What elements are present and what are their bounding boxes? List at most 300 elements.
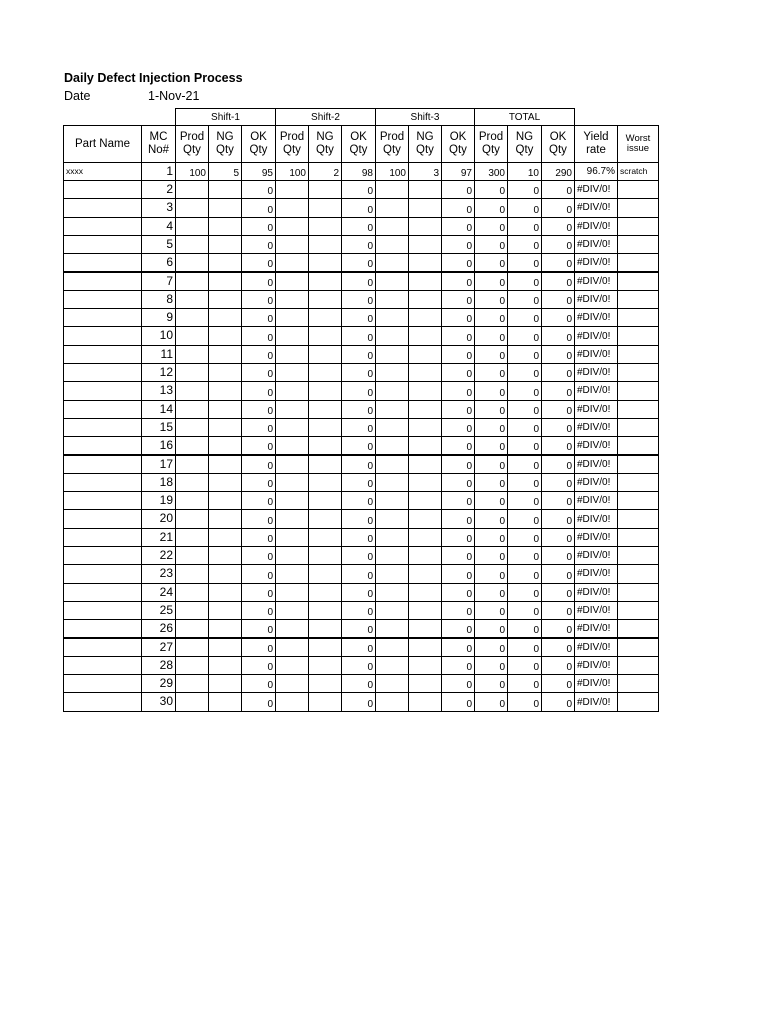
shift-3-ok-qty-cell[interactable]: 0 — [441, 455, 475, 474]
mc-no-cell[interactable]: 12 — [141, 363, 176, 382]
total-prod-qty-cell[interactable]: 0 — [474, 564, 508, 583]
mc-no-cell[interactable]: 25 — [141, 601, 176, 620]
shift-2-ng-qty-cell[interactable] — [308, 235, 342, 254]
shift-3-ng-qty-cell[interactable] — [408, 198, 442, 217]
mc-no-cell[interactable]: 23 — [141, 564, 176, 583]
shift-3-ok-qty-cell[interactable]: 97 — [441, 162, 475, 181]
shift-2-prod-qty-cell[interactable] — [275, 455, 309, 474]
mc-no-cell[interactable]: 6 — [141, 253, 176, 272]
shift-2-prod-qty-cell[interactable] — [275, 564, 309, 583]
shift-2-ng-qty-cell[interactable] — [308, 692, 342, 711]
shift-1-ok-qty-cell[interactable]: 0 — [241, 509, 276, 528]
shift-3-ng-qty-cell[interactable] — [408, 546, 442, 565]
shift-2-prod-qty-cell[interactable] — [275, 180, 309, 199]
shift-2-prod-qty-cell[interactable] — [275, 198, 309, 217]
total-ok-qty-cell[interactable]: 0 — [541, 455, 575, 474]
total-ng-qty-cell[interactable]: 0 — [507, 308, 542, 327]
shift-3-prod-qty-cell[interactable] — [375, 491, 409, 510]
shift-2-prod-qty-cell[interactable] — [275, 473, 309, 492]
shift-3-prod-qty-cell[interactable] — [375, 601, 409, 620]
shift-1-ng-qty-cell[interactable] — [208, 381, 242, 400]
shift-2-ok-qty-cell[interactable]: 0 — [341, 656, 376, 675]
yield-rate-cell[interactable]: #DIV/0! — [574, 656, 618, 675]
shift-3-ng-qty-cell[interactable] — [408, 418, 442, 437]
worst-issue-cell[interactable] — [617, 326, 659, 345]
shift-1-prod-qty-cell[interactable] — [175, 546, 209, 565]
shift-2-prod-qty-cell[interactable] — [275, 400, 309, 419]
shift-1-ng-qty-cell[interactable] — [208, 235, 242, 254]
shift-1-prod-qty-cell[interactable] — [175, 180, 209, 199]
shift-3-ng-qty-cell[interactable] — [408, 473, 442, 492]
part-name-cell[interactable] — [63, 638, 142, 657]
yield-rate-cell[interactable]: #DIV/0! — [574, 564, 618, 583]
yield-rate-cell[interactable]: #DIV/0! — [574, 583, 618, 602]
shift-2-ng-qty-cell[interactable] — [308, 308, 342, 327]
shift-1-ok-qty-cell[interactable]: 0 — [241, 253, 276, 272]
yield-rate-cell[interactable]: #DIV/0! — [574, 601, 618, 620]
shift-3-ok-qty-cell[interactable]: 0 — [441, 363, 475, 382]
worst-issue-cell[interactable] — [617, 583, 659, 602]
total-ng-qty-cell[interactable]: 0 — [507, 638, 542, 657]
shift-1-prod-qty-cell[interactable] — [175, 509, 209, 528]
shift-1-ok-qty-cell[interactable]: 0 — [241, 290, 276, 309]
shift-2-prod-qty-cell[interactable] — [275, 638, 309, 657]
shift-1-prod-qty-cell[interactable] — [175, 601, 209, 620]
shift-1-ng-qty-cell[interactable] — [208, 308, 242, 327]
shift-2-prod-qty-cell[interactable] — [275, 491, 309, 510]
total-ok-qty-cell[interactable]: 0 — [541, 619, 575, 638]
shift-3-prod-qty-cell[interactable] — [375, 674, 409, 693]
total-prod-qty-cell[interactable]: 0 — [474, 491, 508, 510]
mc-no-cell[interactable]: 3 — [141, 198, 176, 217]
shift-3-ng-qty-cell[interactable] — [408, 272, 442, 291]
shift-3-ok-qty-cell[interactable]: 0 — [441, 692, 475, 711]
shift-2-ng-qty-cell[interactable] — [308, 546, 342, 565]
shift-2-ok-qty-cell[interactable]: 0 — [341, 345, 376, 364]
shift-2-ng-qty-cell[interactable] — [308, 290, 342, 309]
shift-1-ok-qty-cell[interactable]: 0 — [241, 326, 276, 345]
shift-2-ng-qty-cell[interactable] — [308, 564, 342, 583]
shift-1-ok-qty-cell[interactable]: 0 — [241, 198, 276, 217]
shift-3-ok-qty-cell[interactable]: 0 — [441, 308, 475, 327]
total-ok-qty-cell[interactable]: 290 — [541, 162, 575, 181]
total-ng-qty-cell[interactable]: 0 — [507, 674, 542, 693]
shift-2-ng-qty-cell[interactable] — [308, 491, 342, 510]
mc-no-cell[interactable]: 24 — [141, 583, 176, 602]
yield-rate-cell[interactable]: #DIV/0! — [574, 674, 618, 693]
total-ng-qty-cell[interactable]: 0 — [507, 473, 542, 492]
shift-2-ng-qty-cell[interactable] — [308, 400, 342, 419]
shift-1-ok-qty-cell[interactable]: 0 — [241, 638, 276, 657]
worst-issue-cell[interactable] — [617, 455, 659, 474]
shift-3-ok-qty-cell[interactable]: 0 — [441, 436, 475, 455]
shift-1-prod-qty-cell[interactable] — [175, 619, 209, 638]
worst-issue-cell[interactable] — [617, 674, 659, 693]
worst-issue-cell[interactable] — [617, 473, 659, 492]
total-ng-qty-cell[interactable]: 0 — [507, 381, 542, 400]
shift-2-ok-qty-cell[interactable]: 0 — [341, 473, 376, 492]
shift-3-prod-qty-cell[interactable] — [375, 253, 409, 272]
yield-rate-cell[interactable]: #DIV/0! — [574, 418, 618, 437]
worst-issue-cell[interactable] — [617, 180, 659, 199]
shift-1-ng-qty-cell[interactable] — [208, 326, 242, 345]
shift-2-prod-qty-cell[interactable] — [275, 326, 309, 345]
shift-1-ok-qty-cell[interactable]: 0 — [241, 235, 276, 254]
shift-2-prod-qty-cell[interactable] — [275, 217, 309, 236]
total-ng-qty-cell[interactable]: 0 — [507, 400, 542, 419]
shift-3-ok-qty-cell[interactable]: 0 — [441, 656, 475, 675]
shift-3-ng-qty-cell[interactable] — [408, 583, 442, 602]
yield-rate-cell[interactable]: #DIV/0! — [574, 528, 618, 547]
shift-2-ng-qty-cell[interactable] — [308, 436, 342, 455]
shift-3-prod-qty-cell[interactable] — [375, 509, 409, 528]
yield-rate-cell[interactable]: #DIV/0! — [574, 509, 618, 528]
shift-1-prod-qty-cell[interactable] — [175, 491, 209, 510]
shift-3-ng-qty-cell[interactable] — [408, 326, 442, 345]
total-prod-qty-cell[interactable]: 0 — [474, 619, 508, 638]
shift-3-prod-qty-cell[interactable] — [375, 564, 409, 583]
shift-3-ok-qty-cell[interactable]: 0 — [441, 345, 475, 364]
total-ng-qty-cell[interactable]: 0 — [507, 180, 542, 199]
shift-1-prod-qty-cell[interactable] — [175, 272, 209, 291]
yield-rate-cell[interactable]: #DIV/0! — [574, 619, 618, 638]
shift-2-ok-qty-cell[interactable]: 0 — [341, 638, 376, 657]
yield-rate-cell[interactable]: #DIV/0! — [574, 455, 618, 474]
total-ok-qty-cell[interactable]: 0 — [541, 217, 575, 236]
total-ok-qty-cell[interactable]: 0 — [541, 198, 575, 217]
total-ok-qty-cell[interactable]: 0 — [541, 180, 575, 199]
yield-rate-cell[interactable]: #DIV/0! — [574, 198, 618, 217]
shift-3-ok-qty-cell[interactable]: 0 — [441, 619, 475, 638]
total-prod-qty-cell[interactable]: 0 — [474, 345, 508, 364]
shift-3-prod-qty-cell[interactable] — [375, 638, 409, 657]
shift-3-ng-qty-cell[interactable] — [408, 217, 442, 236]
part-name-cell[interactable] — [63, 308, 142, 327]
shift-3-ng-qty-cell[interactable] — [408, 345, 442, 364]
shift-2-ok-qty-cell[interactable]: 0 — [341, 692, 376, 711]
shift-1-ng-qty-cell[interactable] — [208, 601, 242, 620]
shift-2-ng-qty-cell[interactable] — [308, 638, 342, 657]
worst-issue-cell[interactable] — [617, 509, 659, 528]
total-ng-qty-cell[interactable]: 0 — [507, 619, 542, 638]
shift-1-ng-qty-cell[interactable] — [208, 619, 242, 638]
worst-issue-cell[interactable] — [617, 656, 659, 675]
worst-issue-cell[interactable] — [617, 290, 659, 309]
total-ng-qty-cell[interactable]: 0 — [507, 546, 542, 565]
shift-1-ok-qty-cell[interactable]: 0 — [241, 308, 276, 327]
shift-3-ok-qty-cell[interactable]: 0 — [441, 253, 475, 272]
shift-1-prod-qty-cell[interactable] — [175, 436, 209, 455]
shift-1-ng-qty-cell[interactable] — [208, 491, 242, 510]
worst-issue-cell[interactable] — [617, 601, 659, 620]
shift-2-prod-qty-cell[interactable] — [275, 692, 309, 711]
shift-3-prod-qty-cell[interactable] — [375, 619, 409, 638]
yield-rate-cell[interactable]: #DIV/0! — [574, 253, 618, 272]
shift-3-ok-qty-cell[interactable]: 0 — [441, 272, 475, 291]
mc-no-cell[interactable]: 13 — [141, 381, 176, 400]
total-ng-qty-cell[interactable]: 0 — [507, 272, 542, 291]
part-name-cell[interactable] — [63, 601, 142, 620]
total-ng-qty-cell[interactable]: 0 — [507, 455, 542, 474]
shift-2-ok-qty-cell[interactable]: 0 — [341, 528, 376, 547]
total-ok-qty-cell[interactable]: 0 — [541, 290, 575, 309]
worst-issue-cell[interactable] — [617, 418, 659, 437]
mc-no-cell[interactable]: 10 — [141, 326, 176, 345]
shift-1-ng-qty-cell[interactable] — [208, 564, 242, 583]
total-prod-qty-cell[interactable]: 0 — [474, 217, 508, 236]
worst-issue-cell[interactable] — [617, 436, 659, 455]
shift-2-prod-qty-cell[interactable] — [275, 253, 309, 272]
yield-rate-cell[interactable]: #DIV/0! — [574, 290, 618, 309]
total-prod-qty-cell[interactable]: 0 — [474, 272, 508, 291]
part-name-cell[interactable] — [63, 272, 142, 291]
total-prod-qty-cell[interactable]: 0 — [474, 656, 508, 675]
shift-2-ng-qty-cell[interactable] — [308, 363, 342, 382]
total-ok-qty-cell[interactable]: 0 — [541, 692, 575, 711]
mc-no-cell[interactable]: 28 — [141, 656, 176, 675]
shift-1-prod-qty-cell[interactable] — [175, 400, 209, 419]
shift-1-prod-qty-cell[interactable] — [175, 381, 209, 400]
shift-1-prod-qty-cell[interactable] — [175, 638, 209, 657]
total-ok-qty-cell[interactable]: 0 — [541, 308, 575, 327]
worst-issue-cell[interactable]: scratch — [617, 162, 659, 181]
shift-2-prod-qty-cell[interactable] — [275, 674, 309, 693]
shift-2-ok-qty-cell[interactable]: 0 — [341, 418, 376, 437]
total-ok-qty-cell[interactable]: 0 — [541, 363, 575, 382]
mc-no-cell[interactable]: 9 — [141, 308, 176, 327]
shift-2-prod-qty-cell[interactable] — [275, 656, 309, 675]
part-name-cell[interactable] — [63, 345, 142, 364]
total-ng-qty-cell[interactable]: 0 — [507, 656, 542, 675]
shift-3-ok-qty-cell[interactable]: 0 — [441, 473, 475, 492]
shift-2-ng-qty-cell[interactable] — [308, 381, 342, 400]
yield-rate-cell[interactable]: #DIV/0! — [574, 308, 618, 327]
total-prod-qty-cell[interactable]: 0 — [474, 455, 508, 474]
shift-3-prod-qty-cell[interactable] — [375, 381, 409, 400]
shift-3-ok-qty-cell[interactable]: 0 — [441, 180, 475, 199]
part-name-cell[interactable] — [63, 290, 142, 309]
shift-2-ok-qty-cell[interactable]: 0 — [341, 619, 376, 638]
total-ng-qty-cell[interactable]: 0 — [507, 290, 542, 309]
total-ok-qty-cell[interactable]: 0 — [541, 528, 575, 547]
yield-rate-cell[interactable]: #DIV/0! — [574, 180, 618, 199]
shift-2-prod-qty-cell[interactable] — [275, 363, 309, 382]
part-name-cell[interactable] — [63, 363, 142, 382]
shift-1-ng-qty-cell[interactable] — [208, 528, 242, 547]
shift-2-ok-qty-cell[interactable]: 0 — [341, 180, 376, 199]
shift-1-ok-qty-cell[interactable]: 0 — [241, 345, 276, 364]
total-ok-qty-cell[interactable]: 0 — [541, 491, 575, 510]
mc-no-cell[interactable]: 29 — [141, 674, 176, 693]
part-name-cell[interactable] — [63, 619, 142, 638]
shift-3-prod-qty-cell[interactable] — [375, 418, 409, 437]
shift-2-ok-qty-cell[interactable]: 98 — [341, 162, 376, 181]
shift-3-ng-qty-cell[interactable] — [408, 674, 442, 693]
shift-3-ok-qty-cell[interactable]: 0 — [441, 326, 475, 345]
mc-no-cell[interactable]: 5 — [141, 235, 176, 254]
mc-no-cell[interactable]: 15 — [141, 418, 176, 437]
shift-1-prod-qty-cell[interactable] — [175, 656, 209, 675]
shift-3-ng-qty-cell[interactable] — [408, 363, 442, 382]
mc-no-cell[interactable]: 18 — [141, 473, 176, 492]
shift-2-ng-qty-cell[interactable] — [308, 601, 342, 620]
part-name-cell[interactable] — [63, 217, 142, 236]
yield-rate-cell[interactable]: #DIV/0! — [574, 473, 618, 492]
shift-1-prod-qty-cell[interactable] — [175, 198, 209, 217]
total-prod-qty-cell[interactable]: 0 — [474, 528, 508, 547]
shift-2-ok-qty-cell[interactable]: 0 — [341, 308, 376, 327]
shift-2-prod-qty-cell[interactable] — [275, 546, 309, 565]
shift-2-ng-qty-cell[interactable] — [308, 473, 342, 492]
shift-2-prod-qty-cell[interactable] — [275, 418, 309, 437]
shift-2-ok-qty-cell[interactable]: 0 — [341, 235, 376, 254]
shift-3-ng-qty-cell[interactable] — [408, 509, 442, 528]
part-name-cell[interactable] — [63, 509, 142, 528]
total-ng-qty-cell[interactable]: 0 — [507, 692, 542, 711]
shift-1-ng-qty-cell[interactable] — [208, 509, 242, 528]
shift-1-ok-qty-cell[interactable]: 0 — [241, 418, 276, 437]
total-prod-qty-cell[interactable]: 0 — [474, 692, 508, 711]
total-ng-qty-cell[interactable]: 0 — [507, 583, 542, 602]
yield-rate-cell[interactable]: #DIV/0! — [574, 272, 618, 291]
shift-1-prod-qty-cell[interactable] — [175, 235, 209, 254]
worst-issue-cell[interactable] — [617, 564, 659, 583]
shift-2-ng-qty-cell[interactable] — [308, 180, 342, 199]
total-prod-qty-cell[interactable]: 0 — [474, 473, 508, 492]
yield-rate-cell[interactable]: #DIV/0! — [574, 638, 618, 657]
shift-3-prod-qty-cell[interactable] — [375, 455, 409, 474]
mc-no-cell[interactable]: 4 — [141, 217, 176, 236]
shift-3-prod-qty-cell[interactable] — [375, 656, 409, 675]
total-ok-qty-cell[interactable]: 0 — [541, 564, 575, 583]
shift-3-ng-qty-cell[interactable] — [408, 638, 442, 657]
shift-3-ng-qty-cell[interactable] — [408, 436, 442, 455]
shift-1-prod-qty-cell[interactable] — [175, 473, 209, 492]
shift-2-ng-qty-cell[interactable] — [308, 674, 342, 693]
total-ok-qty-cell[interactable]: 0 — [541, 253, 575, 272]
shift-1-prod-qty-cell[interactable] — [175, 308, 209, 327]
shift-1-ok-qty-cell[interactable]: 0 — [241, 619, 276, 638]
total-ng-qty-cell[interactable]: 0 — [507, 418, 542, 437]
shift-1-ng-qty-cell[interactable] — [208, 198, 242, 217]
shift-2-ng-qty-cell[interactable] — [308, 198, 342, 217]
total-ok-qty-cell[interactable]: 0 — [541, 674, 575, 693]
shift-1-ng-qty-cell[interactable] — [208, 436, 242, 455]
shift-3-ok-qty-cell[interactable]: 0 — [441, 638, 475, 657]
shift-2-prod-qty-cell[interactable]: 100 — [275, 162, 309, 181]
shift-1-ok-qty-cell[interactable]: 0 — [241, 363, 276, 382]
part-name-cell[interactable]: xxxx — [63, 162, 142, 181]
shift-2-ok-qty-cell[interactable]: 0 — [341, 400, 376, 419]
shift-3-ok-qty-cell[interactable]: 0 — [441, 381, 475, 400]
worst-issue-cell[interactable] — [617, 546, 659, 565]
part-name-cell[interactable] — [63, 546, 142, 565]
shift-3-ng-qty-cell[interactable] — [408, 253, 442, 272]
total-prod-qty-cell[interactable]: 0 — [474, 436, 508, 455]
total-ok-qty-cell[interactable]: 0 — [541, 473, 575, 492]
worst-issue-cell[interactable] — [617, 692, 659, 711]
total-prod-qty-cell[interactable]: 0 — [474, 253, 508, 272]
shift-2-ok-qty-cell[interactable]: 0 — [341, 546, 376, 565]
yield-rate-cell[interactable]: #DIV/0! — [574, 235, 618, 254]
shift-2-ok-qty-cell[interactable]: 0 — [341, 455, 376, 474]
part-name-cell[interactable] — [63, 656, 142, 675]
shift-2-ok-qty-cell[interactable]: 0 — [341, 363, 376, 382]
shift-2-prod-qty-cell[interactable] — [275, 436, 309, 455]
shift-3-ok-qty-cell[interactable]: 0 — [441, 400, 475, 419]
shift-1-ok-qty-cell[interactable]: 0 — [241, 583, 276, 602]
yield-rate-cell[interactable]: #DIV/0! — [574, 326, 618, 345]
shift-1-ng-qty-cell[interactable] — [208, 692, 242, 711]
total-prod-qty-cell[interactable]: 0 — [474, 546, 508, 565]
yield-rate-cell[interactable]: #DIV/0! — [574, 692, 618, 711]
shift-3-ng-qty-cell[interactable] — [408, 564, 442, 583]
total-prod-qty-cell[interactable]: 0 — [474, 308, 508, 327]
part-name-cell[interactable] — [63, 436, 142, 455]
total-prod-qty-cell[interactable]: 0 — [474, 180, 508, 199]
shift-3-ok-qty-cell[interactable]: 0 — [441, 674, 475, 693]
shift-3-ng-qty-cell[interactable] — [408, 400, 442, 419]
part-name-cell[interactable] — [63, 491, 142, 510]
shift-1-ok-qty-cell[interactable]: 0 — [241, 381, 276, 400]
shift-2-ng-qty-cell[interactable]: 2 — [308, 162, 342, 181]
shift-2-ng-qty-cell[interactable] — [308, 656, 342, 675]
mc-no-cell[interactable]: 2 — [141, 180, 176, 199]
yield-rate-cell[interactable]: #DIV/0! — [574, 546, 618, 565]
shift-3-ok-qty-cell[interactable]: 0 — [441, 564, 475, 583]
worst-issue-cell[interactable] — [617, 638, 659, 657]
shift-2-ok-qty-cell[interactable]: 0 — [341, 198, 376, 217]
worst-issue-cell[interactable] — [617, 308, 659, 327]
shift-2-prod-qty-cell[interactable] — [275, 308, 309, 327]
yield-rate-cell[interactable]: #DIV/0! — [574, 381, 618, 400]
shift-3-prod-qty-cell[interactable] — [375, 217, 409, 236]
shift-2-ng-qty-cell[interactable] — [308, 345, 342, 364]
part-name-cell[interactable] — [63, 528, 142, 547]
total-ng-qty-cell[interactable]: 0 — [507, 217, 542, 236]
shift-3-prod-qty-cell[interactable] — [375, 272, 409, 291]
total-prod-qty-cell[interactable]: 300 — [474, 162, 508, 181]
shift-3-ng-qty-cell[interactable] — [408, 180, 442, 199]
yield-rate-cell[interactable]: #DIV/0! — [574, 345, 618, 364]
shift-3-ok-qty-cell[interactable]: 0 — [441, 491, 475, 510]
part-name-cell[interactable] — [63, 692, 142, 711]
shift-3-prod-qty-cell[interactable] — [375, 363, 409, 382]
mc-no-cell[interactable]: 11 — [141, 345, 176, 364]
mc-no-cell[interactable]: 21 — [141, 528, 176, 547]
mc-no-cell[interactable]: 30 — [141, 692, 176, 711]
total-prod-qty-cell[interactable]: 0 — [474, 674, 508, 693]
total-prod-qty-cell[interactable]: 0 — [474, 509, 508, 528]
shift-1-prod-qty-cell[interactable] — [175, 326, 209, 345]
shift-2-ok-qty-cell[interactable]: 0 — [341, 491, 376, 510]
mc-no-cell[interactable]: 19 — [141, 491, 176, 510]
shift-1-prod-qty-cell[interactable] — [175, 564, 209, 583]
total-ng-qty-cell[interactable]: 0 — [507, 509, 542, 528]
worst-issue-cell[interactable] — [617, 253, 659, 272]
shift-2-prod-qty-cell[interactable] — [275, 601, 309, 620]
shift-3-ng-qty-cell[interactable] — [408, 455, 442, 474]
shift-2-ok-qty-cell[interactable]: 0 — [341, 583, 376, 602]
shift-1-prod-qty-cell[interactable] — [175, 217, 209, 236]
total-ok-qty-cell[interactable]: 0 — [541, 583, 575, 602]
shift-1-prod-qty-cell[interactable] — [175, 253, 209, 272]
shift-3-ng-qty-cell[interactable] — [408, 308, 442, 327]
shift-3-ok-qty-cell[interactable]: 0 — [441, 418, 475, 437]
total-ok-qty-cell[interactable]: 0 — [541, 638, 575, 657]
shift-1-ng-qty-cell[interactable] — [208, 455, 242, 474]
total-prod-qty-cell[interactable]: 0 — [474, 381, 508, 400]
